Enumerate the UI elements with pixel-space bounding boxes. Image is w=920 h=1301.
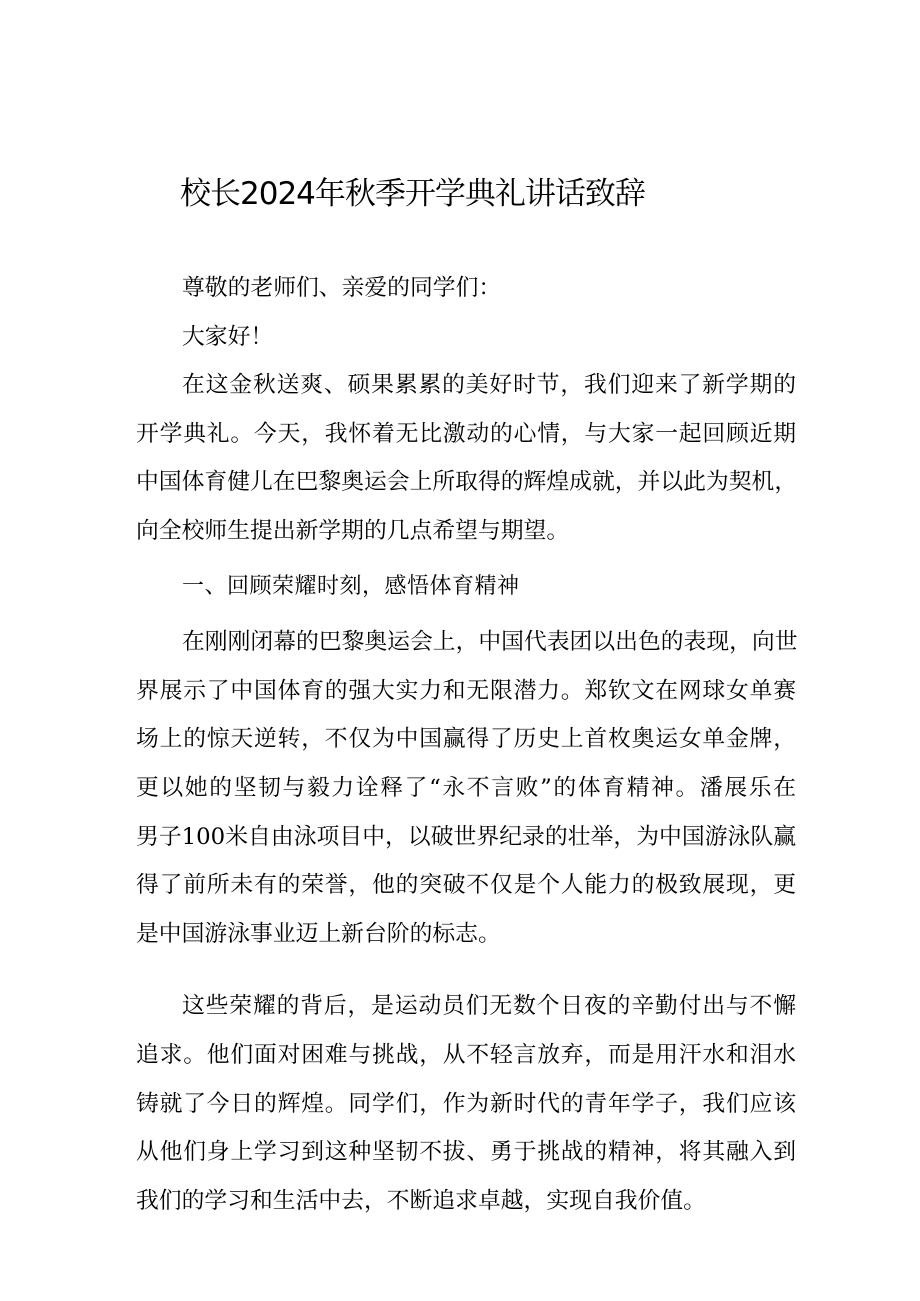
document-body — [136, 264, 796, 1225]
paragraph-spirit — [136, 982, 796, 1225]
paragraph-line: 在这金秋送爽、硕果累累的美好时节，我们迎来了新学期的 — [182, 372, 796, 399]
paragraph-line: 更以她的坚韧与毅力诠释了“永不言败”的体育精神。潘展乐在 — [136, 774, 796, 801]
document-title: 校长2024年秋季开学典礼讲话致辞 — [180, 176, 645, 212]
paragraph-line: 界展示了中国体育的强大实力和无限潜力。郑钦文在网球女单赛 — [136, 677, 796, 704]
paragraph-line: 我们的学习和生活中去，不断追求卓越，实现自我价值。 — [136, 1187, 706, 1214]
paragraph-line: 从他们身上学习到这种坚韧不拔、勇于挑战的精神，将其融入到 — [136, 1139, 796, 1166]
paragraph-line: 追求。他们面对困难与挑战，从不轻言放弃，而是用汗水和泪水 — [136, 1041, 796, 1068]
paragraph-line: 男子100米自由泳项目中，以破世界纪录的壮举，为中国游泳队赢 — [136, 823, 796, 850]
paragraph-line: 开学典礼。今天，我怀着无比激动的心情，与大家一起回顾近期 — [136, 420, 796, 447]
paragraph-line: 得了前所未有的荣誉，他的突破不仅是个人能力的极致展现，更 — [136, 872, 796, 899]
paragraph-line: 这些荣耀的背后，是运动员们无数个日夜的辛勤付出与不懈 — [182, 993, 796, 1020]
section-heading: 一、回顾荣耀时刻，感悟体育精神 — [182, 573, 520, 599]
paragraph-intro — [136, 361, 796, 555]
paragraph-line: 在刚刚闭幕的巴黎奥运会上，中国代表团以出色的表现，向世 — [182, 629, 798, 656]
salutation: 尊敬的老师们、亲爱的同学们： — [182, 275, 502, 301]
paragraph-line: 铸就了今日的辉煌。同学们，作为新时代的青年学子，我们应该 — [136, 1090, 796, 1117]
paragraph-line: 向全校师生提出新学期的几点希望与期望。 — [136, 517, 570, 544]
paragraph-olympics — [136, 618, 796, 958]
paragraph-line: 场上的惊天逆转，不仅为中国赢得了历史上首枚奥运女单金牌， — [136, 726, 796, 753]
paragraph-line: 中国体育健儿在巴黎奥运会上所取得的辉煌成就，并以此为契机， — [136, 469, 798, 496]
paragraph-line: 是中国游泳事业迈上新台阶的标志。 — [136, 920, 501, 947]
greeting: 大家好！ — [182, 323, 274, 350]
